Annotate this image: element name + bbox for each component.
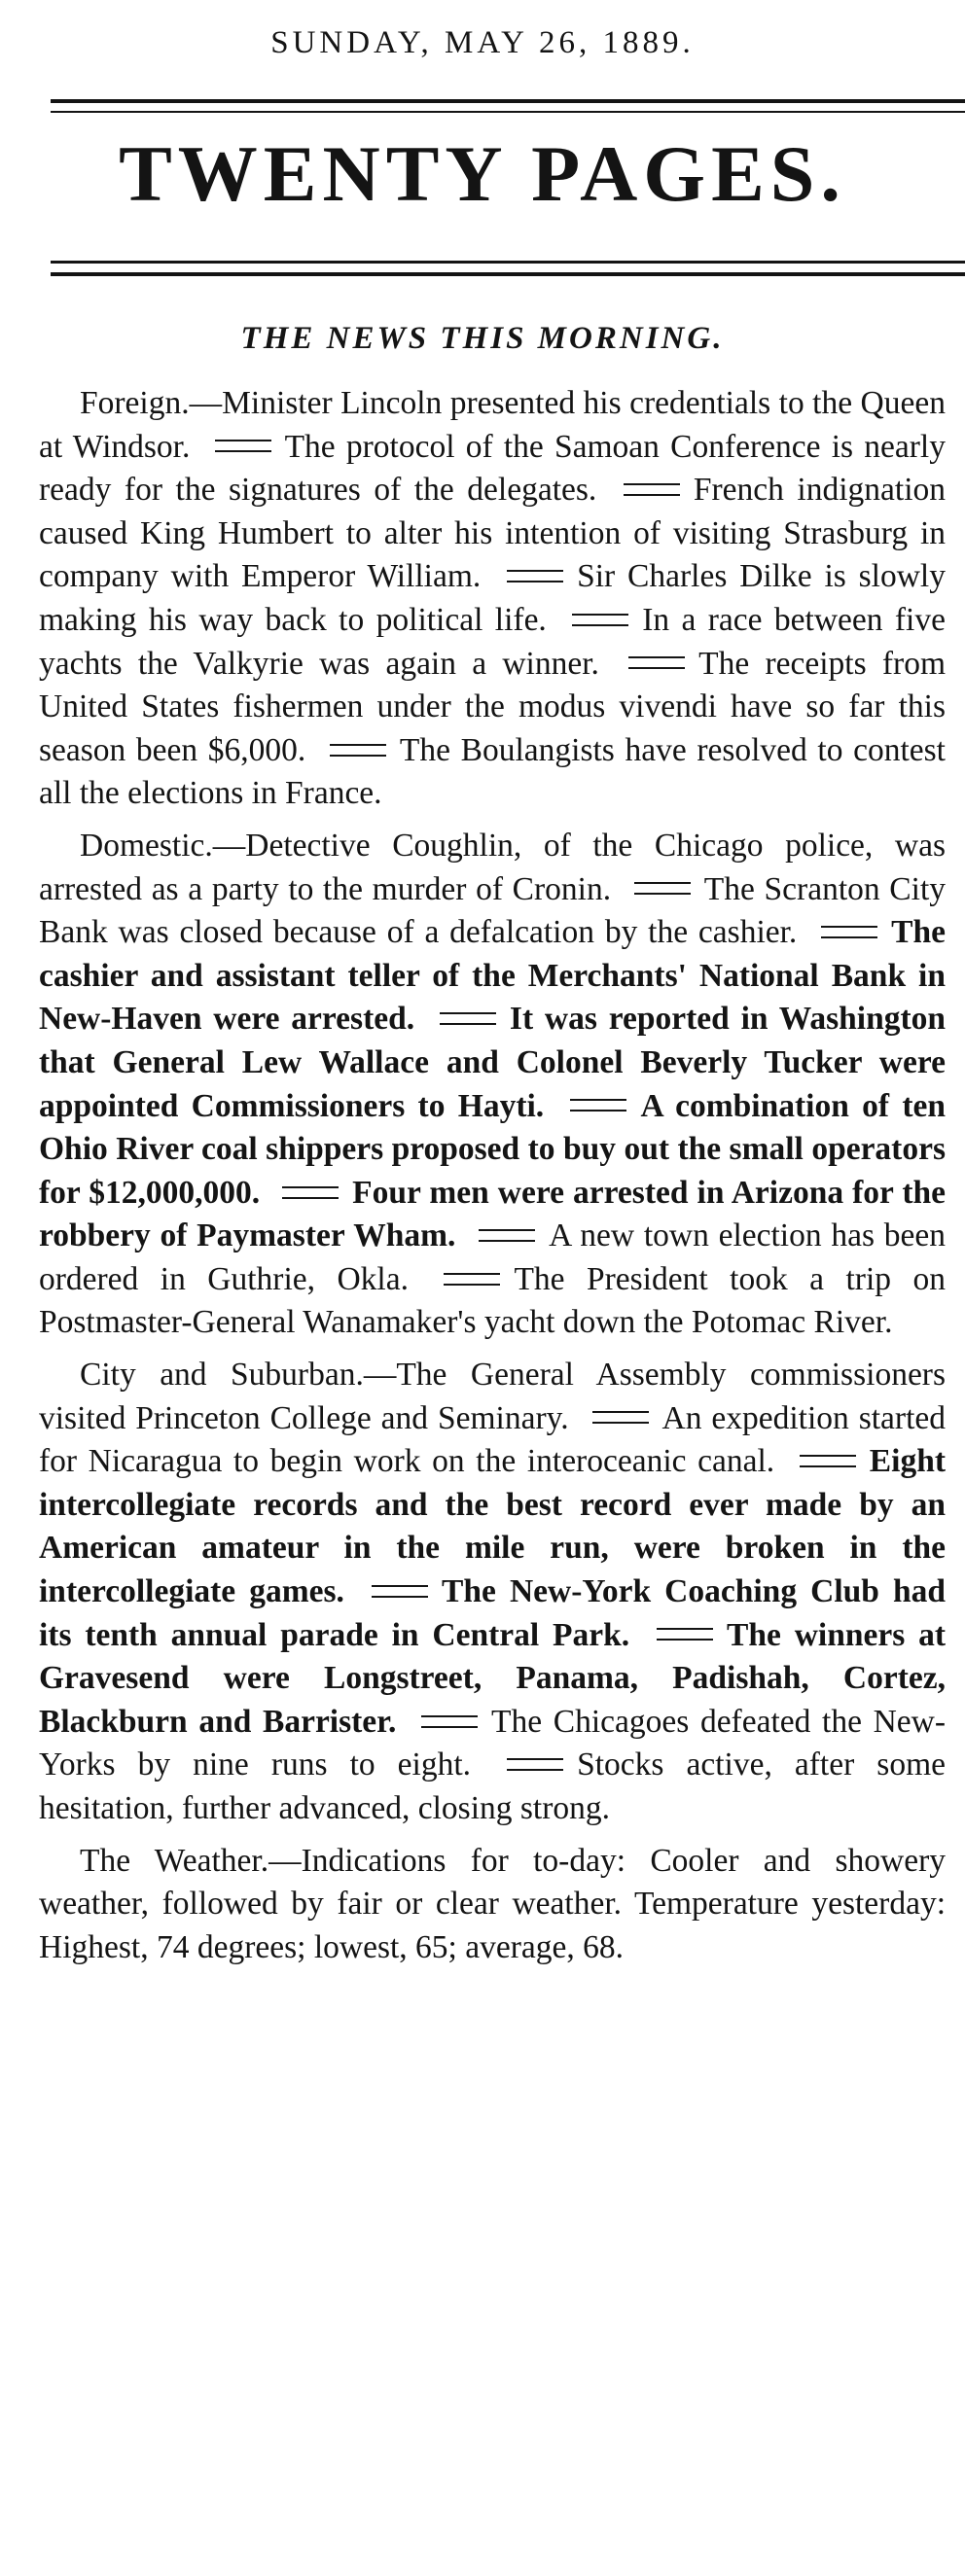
news-paragraph — [39, 1840, 946, 1970]
news-item: It was reported in Washington that General Lew Wallace and Colonel Beverly Tucker were appointed Commissioners to Hayti. — [39, 1001, 947, 1124]
item-separator — [330, 744, 386, 757]
rule-thick — [51, 272, 965, 276]
news-item: An expedition started for Nicaragua to begin work on the interoceanic canal. — [39, 1399, 947, 1480]
item-separator — [215, 440, 271, 452]
news-item: French indignation caused King Humbert to alter his intention of visiting Strasburg in company with Emperor William. — [39, 472, 947, 595]
news-item: A combination of ten Ohio River coal shippers proposed to buy out the small operators for $12,000,000. — [39, 1087, 946, 1211]
paragraph-label: The Weather.— — [80, 1842, 302, 1879]
news-item: Sir Charles Dilke is slowly making his way back to political life. — [39, 558, 946, 638]
news-item: The President took a trip on Postmaster-General Wanamaker's yacht down the Potomac River. — [39, 1260, 946, 1341]
news-item: Detective Coughlin, of the Chicago police, was arrested as a party to the murder of Cronin. — [39, 827, 946, 907]
news-item: Eight intercollegiate records and the best record ever made by an American amateur in the mile run, were broken in the intercollegiate games. — [39, 1443, 946, 1610]
news-item: Indications for to-day: Cooler and showery weather, followed by fair or clear weather. Temperature yesterday: Highest, 74 degrees; lowest, 65; average, 68. — [39, 1842, 946, 1965]
item-separator — [507, 1758, 563, 1771]
news-item: Minister Lincoln presented his credentials to the Queen at Windsor. — [39, 385, 946, 465]
news-item: The receipts from United States fishermen under the modus vivendi have so far this season been $6,000. — [39, 645, 947, 768]
item-separator — [628, 656, 685, 669]
paragraph-label: City and Suburban.— — [80, 1357, 397, 1394]
news-item: The Scranton City Bank was closed because of a defalcation by the cashier. — [39, 870, 947, 951]
item-separator — [372, 1585, 428, 1598]
news-item: Four men were arrested in Arizona for the robbery of Paymaster Wham. — [39, 1174, 947, 1254]
item-separator — [592, 1411, 649, 1424]
item-separator — [800, 1455, 856, 1467]
item-separator — [421, 1715, 478, 1728]
item-separator — [440, 1012, 496, 1025]
item-separator — [821, 926, 877, 938]
rule-thin — [51, 261, 965, 264]
news-column — [39, 382, 946, 1978]
rule-thin — [51, 111, 965, 113]
news-item: The Chicagoes defeated the New-Yorks by nine runs to eight. — [39, 1703, 947, 1783]
news-item: In a race between five yachts the Valkyrie was again a winner. — [39, 601, 946, 682]
news-item: The protocol of the Samoan Conference is nearly ready for the signatures of the delegates. — [39, 428, 946, 509]
item-separator — [479, 1229, 535, 1242]
news-item: The cashier and assistant teller of the Merchants' National Bank in New-Haven were arrested. — [39, 914, 947, 1038]
paragraph-label: Foreign.— — [80, 385, 223, 421]
news-item: The New-York Coaching Club had its tenth annual parade in Central Park. — [39, 1573, 947, 1653]
item-separator — [282, 1186, 339, 1199]
item-separator — [657, 1628, 713, 1641]
news-item: The Boulangists have resolved to contest all the elections in France. — [39, 731, 946, 812]
rule-thick — [51, 99, 965, 103]
paragraph-label: Domestic.— — [80, 827, 246, 864]
news-item: A new town election has been ordered in Guthrie, Okla. — [39, 1217, 946, 1297]
section-title: THE NEWS THIS MORNING. — [240, 321, 725, 356]
news-paragraph — [39, 825, 946, 1345]
news-paragraph — [39, 1354, 946, 1831]
item-separator — [572, 614, 628, 626]
news-item: Stocks active, after some hesitation, further advanced, closing strong. — [39, 1747, 946, 1826]
item-separator — [507, 570, 563, 582]
news-paragraph — [39, 382, 946, 816]
item-separator — [624, 483, 680, 496]
item-separator — [444, 1273, 500, 1286]
news-item: The General Assembly commissioners visited Princeton College and Seminary. — [39, 1357, 947, 1436]
item-separator — [570, 1099, 626, 1112]
news-item: The winners at Gravesend were Longstreet, Panama, Padishah, Cortez, Blackburn and Barrister. — [39, 1616, 947, 1740]
masthead: TWENTY PAGES. — [119, 129, 846, 218]
item-separator — [634, 882, 691, 895]
dateline: SUNDAY, MAY 26, 1889. — [270, 25, 695, 60]
